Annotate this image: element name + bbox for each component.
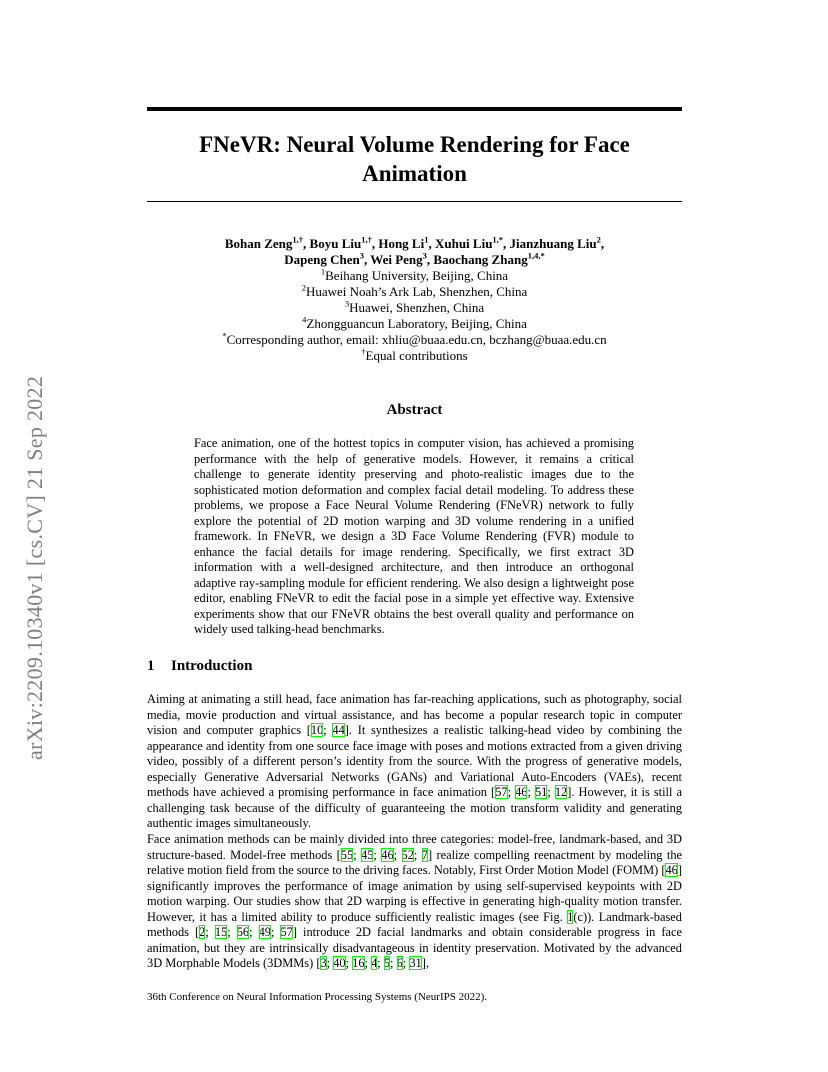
citation-link[interactable]: 56: [236, 925, 250, 939]
paragraph-text: ;: [402, 956, 410, 970]
paragraph-text: (c)). Landmark-based methods [: [147, 909, 682, 939]
author-name: Dapeng Chen: [284, 252, 360, 267]
citation-link[interactable]: 5: [383, 956, 391, 970]
affiliation-mark: 2: [301, 282, 306, 293]
conference-footer: 36th Conference on Neural Information Processing Systems (NeurIPS 2022).: [147, 991, 488, 1003]
citation-link[interactable]: 7: [421, 847, 428, 862]
author-block: [147, 236, 682, 364]
author-line-1: Bohan Zeng$^{1,\dagger}$, Boyu Liu$^{1,\dagger}$, Hong Li$^1$, Xuhui Liu$^{1,*}$, Jianzhuang Liu$^2$,: [224, 234, 605, 251]
author-name: Hong Li: [378, 236, 425, 251]
abstract-heading: Abstract: [386, 402, 443, 418]
section-heading: [147, 658, 682, 675]
paragraph-text: ;: [527, 785, 535, 799]
citation-link[interactable]: 57: [280, 925, 293, 939]
affiliation-mark: 4: [302, 314, 307, 325]
affiliation-text: Huawei Noah’s Ark Lab, Shenzhen, China: [305, 284, 528, 299]
affiliation-text: Huawei, Shenzhen, China: [349, 300, 485, 315]
affiliation-line: [147, 332, 682, 348]
paragraph-text: ] realize compelling reenactment by modeling the relative motion field from the source to the driving faces. Notably, First Order Motion Model (FOMM) [: [147, 847, 683, 877]
author-affiliation-mark: 2: [596, 234, 601, 245]
paragraph-text: ;: [547, 785, 555, 799]
paragraph-text: ;: [326, 956, 334, 970]
affiliation-mark: 1: [320, 266, 326, 277]
author-affiliation-mark: 3: [359, 250, 365, 261]
citation-link[interactable]: 10: [310, 723, 324, 737]
paragraph-text: ;: [364, 956, 372, 970]
author-name: Xuhui Liu: [434, 236, 493, 251]
author-affiliation-mark: 1,†: [361, 234, 372, 245]
citation-link[interactable]: 4: [371, 956, 378, 970]
affiliation-mark: †: [361, 346, 366, 357]
citation-link[interactable]: 55: [340, 847, 354, 862]
paragraph-text: ]. It synthesizes a realistic talking-head video by combining the appearance and identity from one source face image with poses and motions extracted from a given driving video, possibly of a different person’s identity from the source. With the progress of generative models, especially Generative Adversarial Networks (GANs) and Variational Auto-Encoders (VAEs), recent methods have achieved a promising performance in face animation [: [147, 723, 682, 799]
citation-link[interactable]: 46: [515, 785, 528, 799]
citation-link[interactable]: 45: [361, 847, 374, 862]
citation-link[interactable]: 44: [332, 723, 345, 737]
affiliation-text: Zhongguancun Laboratory, Beijing, China: [306, 316, 527, 331]
paragraph-text: ;: [393, 847, 402, 862]
citation-link[interactable]: 40: [333, 956, 346, 970]
affiliation-text: Corresponding author, email: xhliu@buaa.edu.cn, bczhang@buaa.edu.cn: [226, 332, 607, 347]
citation-link[interactable]: 46: [665, 863, 678, 877]
section-title: Introduction: [171, 658, 253, 674]
paragraph-text: ;: [413, 847, 422, 862]
paragraph-text: ;: [377, 956, 384, 970]
author-name: Boyu Liu: [309, 236, 362, 251]
citation-link[interactable]: 16: [352, 956, 365, 970]
author-affiliation-mark: 3: [422, 250, 427, 261]
affiliations: [147, 268, 682, 364]
citation-link[interactable]: 1: [567, 909, 574, 924]
paper-title: FNeVR: Neural Volume Rendering for Face Animation: [199, 132, 630, 186]
affiliation-line: [147, 316, 682, 332]
author-line-2: Dapeng Chen$^3$, Wei Peng$^3$, Baochang Zhang$^{1,4,*}$: [284, 250, 545, 267]
paragraph-text: ;: [323, 723, 333, 737]
paragraph-text: ;: [353, 847, 362, 862]
abstract-text: Face animation, one of the hottest topics in computer vision, has achieved a promising performance with the help of generative models. However, it remains a critical challenge to generate identity preserving and photo-realistic images due to the sophisticated motion deformation and complex facial detail modeling. To address these problems, we propose a Face Neural Volume Rendering (FNeVR) network to fully explore the potential of 2D motion warping and 3D volume rendering in a unified framework. In FNeVR, we design a 3D Face Volume Rendering (FVR) module to enhance the facial details for image rendering. Specifically, we first extract 3D information with a well-designed architecture, and then introduce an orthogonal adaptive ray-sampling module for efficient rendering. We also design a lightweight pose editor, enabling FNeVR to edit the facial pose in a simple yet effective way. Extensive experiments show that our FNeVR obtains the best overall quality and performance on widely used talking-head benchmarks.: [194, 436, 634, 636]
affiliation-line: [147, 300, 682, 316]
citation-link[interactable]: 57: [495, 785, 508, 799]
affiliation-text: Beihang University, Beijing, China: [325, 268, 509, 283]
paragraph-text: ;: [345, 956, 353, 970]
affiliation-text: Equal contributions: [365, 348, 468, 363]
title-bottom-rule: [147, 201, 682, 202]
affiliation-mark: *: [222, 330, 227, 341]
paragraph-text: Face animation methods can be mainly divided into three categories: model-free, landmark-based, and 3D structure-based. Model-free methods [: [147, 832, 682, 862]
author-name: Wei Peng: [370, 252, 423, 267]
citation-link[interactable]: 2: [199, 925, 206, 939]
section-number: 1: [147, 658, 155, 674]
affiliation-line: [147, 284, 682, 300]
author-affiliation-mark: 1: [424, 234, 429, 245]
citation-link[interactable]: 3: [320, 956, 327, 970]
citation-link[interactable]: 6: [396, 956, 403, 970]
author-name: Baochang Zhang: [433, 252, 528, 267]
citation-link[interactable]: 31: [409, 956, 422, 970]
author-affiliation-mark: 1,*: [492, 234, 504, 245]
citation-link[interactable]: 51: [534, 785, 548, 799]
paragraph-text: ;: [270, 925, 281, 939]
paragraph-text: ;: [227, 925, 237, 939]
citation-link[interactable]: 12: [554, 785, 568, 799]
paragraph-text: ;: [373, 847, 382, 862]
affiliation-line: [147, 348, 682, 364]
title-top-rule: [147, 107, 682, 111]
citation-link[interactable]: 46: [381, 847, 394, 862]
citation-link[interactable]: 52: [401, 847, 414, 862]
paragraph-text: ;: [205, 925, 215, 939]
paragraph-text: ;: [249, 925, 259, 939]
intro-paragraph-2: [147, 832, 682, 972]
paragraph-text: ;: [390, 956, 397, 970]
author-affiliation-mark: 1,4,*: [527, 250, 545, 261]
author-name: Jianzhuang Liu: [509, 236, 597, 251]
intro-paragraph-1: [147, 692, 682, 832]
citation-link[interactable]: 49: [258, 925, 271, 939]
affiliation-mark: 3: [344, 298, 350, 309]
paragraph-text: ]. However, it is still a challenging task because of the difficulty of guaranteeing the motion transform validity and generating authentic images simultaneously.: [147, 785, 682, 830]
affiliation-line: [147, 268, 682, 284]
paragraph-text: ;: [507, 785, 516, 799]
author-name: Bohan Zeng: [224, 236, 293, 251]
paragraph-text: ] significantly improves the performance of image animation by using self-supervised keypoints with 2D motion warping. Our studies show that 2D warping is effective in generating high-quality motion transfer. However, it has a limited ability to produce sufficiently realistic images (see Fig.: [147, 863, 682, 924]
arxiv-side-stamp: arXiv:2209.10340v1 [cs.CV] 21 Sep 2022: [22, 375, 47, 760]
author-affiliation-mark: 1,†: [292, 234, 304, 245]
paragraph-text: ] introduce 2D facial landmarks and obtain considerable progress in face animation, but they are intrinsically disadvantageous in identity preservation. Motivated by the advanced 3D Morphable Models (3DMMs) [: [147, 925, 683, 970]
paragraph-text: Aiming at animating a still head, face animation has far-reaching applications, such as photography, social media, movie production and virtual assistance, and has become a popular research topic in computer vision and computer graphics [: [147, 692, 682, 737]
citation-link[interactable]: 15: [214, 925, 228, 939]
paragraph-text: ],: [421, 956, 429, 970]
